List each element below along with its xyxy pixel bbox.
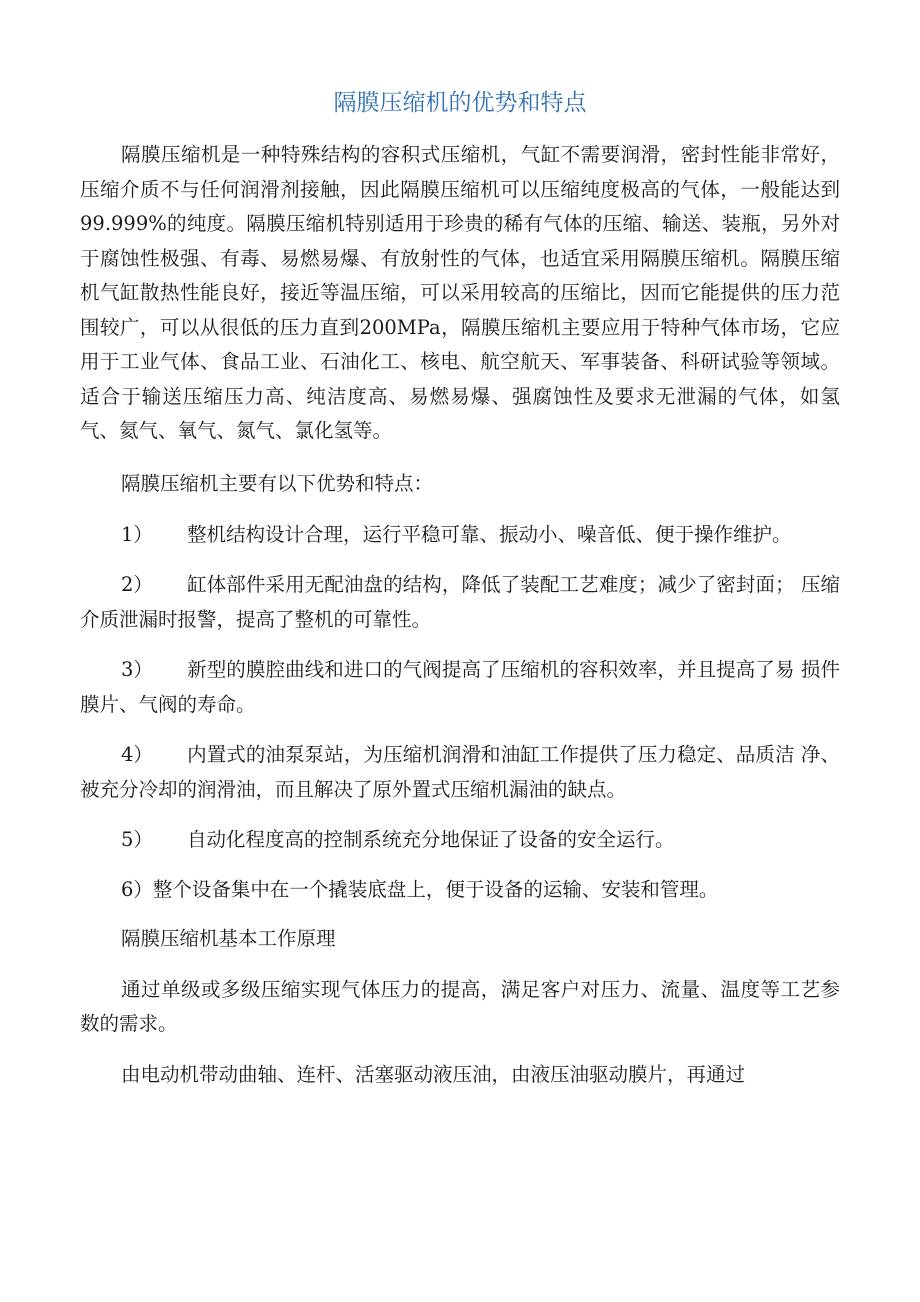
intro-paragraph: 隔膜压缩机是一种特殊结构的容积式压缩机，气缸不需要润滑，密封性能非常好，压缩介质不与任何润滑剂接触，因此隔膜压缩机可以压缩纯度极高的气体，一般能达到 99.999%的纯度。隔膜压缩机特别适用于珍贵的稀有气体的压缩、输送、装瓶，另外对于腐蚀性极强、有毒、易燃易爆、有放射性的气体，也适宜采用隔膜压缩机。隔膜压缩机气缸散热性能良好，接近等温压缩，可以采用较高的压缩比，因而它能提供的压力范围较广，可以从很低的压力直到200MPa，隔膜压缩机主要应用于特种气体市场，它应用于工业气体、食品工业、石油化工、核电、航空航天、军事装备、科研试验等领域。适合于输送压缩压力高、纯洁度高、易燃易爆、强腐蚀性及要求无泄漏的气体，如氢气、氦气、氧气、氮气、氯化氢等。 — [80, 143, 840, 442]
feature-number: 3） — [121, 658, 153, 681]
principle-heading: 隔膜压缩机基本工作原理 — [121, 927, 336, 950]
document-title: 隔膜压缩机的优势和特点 — [333, 90, 587, 116]
feature-item-6: 6）整个设备集中在一个撬装底盘上，便于设备的运输、安装和管理。 — [121, 878, 719, 901]
feature-text: 新型的膜腔曲线和进口的气阀提高了压缩机的容积效率，并且提高了易 损件膜片、气阀的寿命。 — [80, 658, 840, 716]
principle-paragraph-1: 通过单级或多级压缩实现气体压力的提高，满足客户对压力、流量、温度等工艺参数的需求。 — [80, 977, 840, 1035]
feature-number: 5） — [121, 828, 153, 851]
feature-item-1 — [80, 517, 840, 552]
feature-item-2 — [80, 567, 840, 637]
feature-number: 1） — [121, 523, 153, 546]
feature-number: 4） — [121, 743, 153, 766]
feature-item-5 — [80, 822, 840, 857]
feature-text: 自动化程度高的控制系统充分地保证了设备的安全运行。 — [187, 828, 675, 851]
principle-paragraph-2: 由电动机带动曲轴、连杆、活塞驱动液压油，由液压油驱动膜片，再通过 — [121, 1062, 746, 1086]
feature-text: 整机结构设计合理，运行平稳可靠、振动小、噪音低、便于操作维护。 — [187, 523, 792, 546]
feature-item-4 — [80, 737, 840, 807]
feature-item-3 — [80, 652, 840, 722]
features-heading: 隔膜压缩机主要有以下优势和特点： — [121, 471, 434, 495]
feature-number: 2） — [121, 573, 153, 596]
feature-text: 内置式的油泵泵站，为压缩机润滑和油缸工作提供了压力稳定、品质洁 净、被充分冷却的润滑油，而且解决了原外置式压缩机漏油的缺点。 — [80, 743, 840, 801]
feature-text: 缸体部件采用无配油盘的结构，降低了装配工艺难度；减少了密封面； 压缩介质泄漏时报警，提高了整机的可靠性。 — [80, 573, 840, 631]
